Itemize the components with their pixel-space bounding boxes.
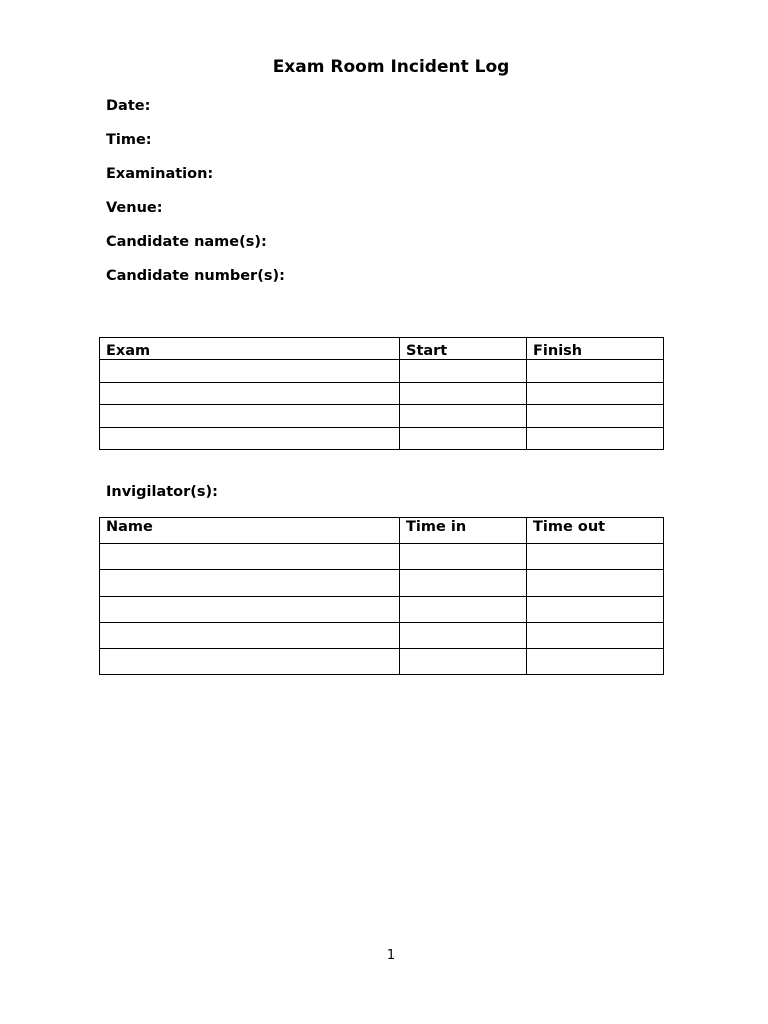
table-cell[interactable] <box>400 405 527 427</box>
table-cell[interactable] <box>100 405 400 427</box>
header-time-in: Time in <box>400 518 527 544</box>
page-title: Exam Room Incident Log <box>272 57 510 77</box>
table-cell[interactable] <box>400 648 527 674</box>
table-cell[interactable] <box>527 596 664 622</box>
field-venue: Venue: <box>106 200 163 216</box>
table-cell[interactable] <box>527 544 664 570</box>
table-row <box>100 544 664 570</box>
invigilator-table <box>99 517 664 675</box>
table-cell[interactable] <box>527 427 664 449</box>
page-number: 1 <box>386 948 396 963</box>
table-cell[interactable] <box>527 382 664 404</box>
header-name: Name <box>100 518 400 544</box>
table-cell[interactable] <box>100 596 400 622</box>
header-time-out: Time out <box>527 518 664 544</box>
field-examination: Examination: <box>106 166 214 182</box>
table-cell[interactable] <box>527 405 664 427</box>
table-cell[interactable] <box>400 382 527 404</box>
table-row <box>100 382 664 404</box>
table-row <box>100 405 664 427</box>
field-time: Time: <box>106 132 152 148</box>
table-header-row <box>100 338 664 360</box>
table-cell[interactable] <box>400 360 527 382</box>
table-cell[interactable] <box>527 570 664 596</box>
table-cell[interactable] <box>100 382 400 404</box>
table-cell[interactable] <box>100 544 400 570</box>
table-header-row <box>100 518 664 544</box>
table-cell[interactable] <box>400 544 527 570</box>
table-cell[interactable] <box>100 622 400 648</box>
table-cell[interactable] <box>100 360 400 382</box>
table-row <box>100 427 664 449</box>
table-cell[interactable] <box>400 622 527 648</box>
table-row <box>100 622 664 648</box>
table-row <box>100 648 664 674</box>
table-cell[interactable] <box>527 648 664 674</box>
table-cell[interactable] <box>400 570 527 596</box>
table-row <box>100 596 664 622</box>
table-cell[interactable] <box>400 427 527 449</box>
field-date: Date: <box>106 98 151 114</box>
table-row <box>100 360 664 382</box>
invigilators-label: Invigilator(s): <box>106 484 218 500</box>
header-start: Start <box>400 338 527 360</box>
table-cell[interactable] <box>527 622 664 648</box>
field-candidate-numbers: Candidate number(s): <box>106 268 285 284</box>
table-cell[interactable] <box>527 360 664 382</box>
table-cell[interactable] <box>400 596 527 622</box>
table-cell[interactable] <box>100 427 400 449</box>
table-cell[interactable] <box>100 648 400 674</box>
table-row <box>100 570 664 596</box>
table-cell[interactable] <box>100 570 400 596</box>
exam-table <box>99 337 664 450</box>
header-finish: Finish <box>527 338 664 360</box>
field-candidate-names: Candidate name(s): <box>106 234 267 250</box>
header-exam: Exam <box>100 338 400 360</box>
